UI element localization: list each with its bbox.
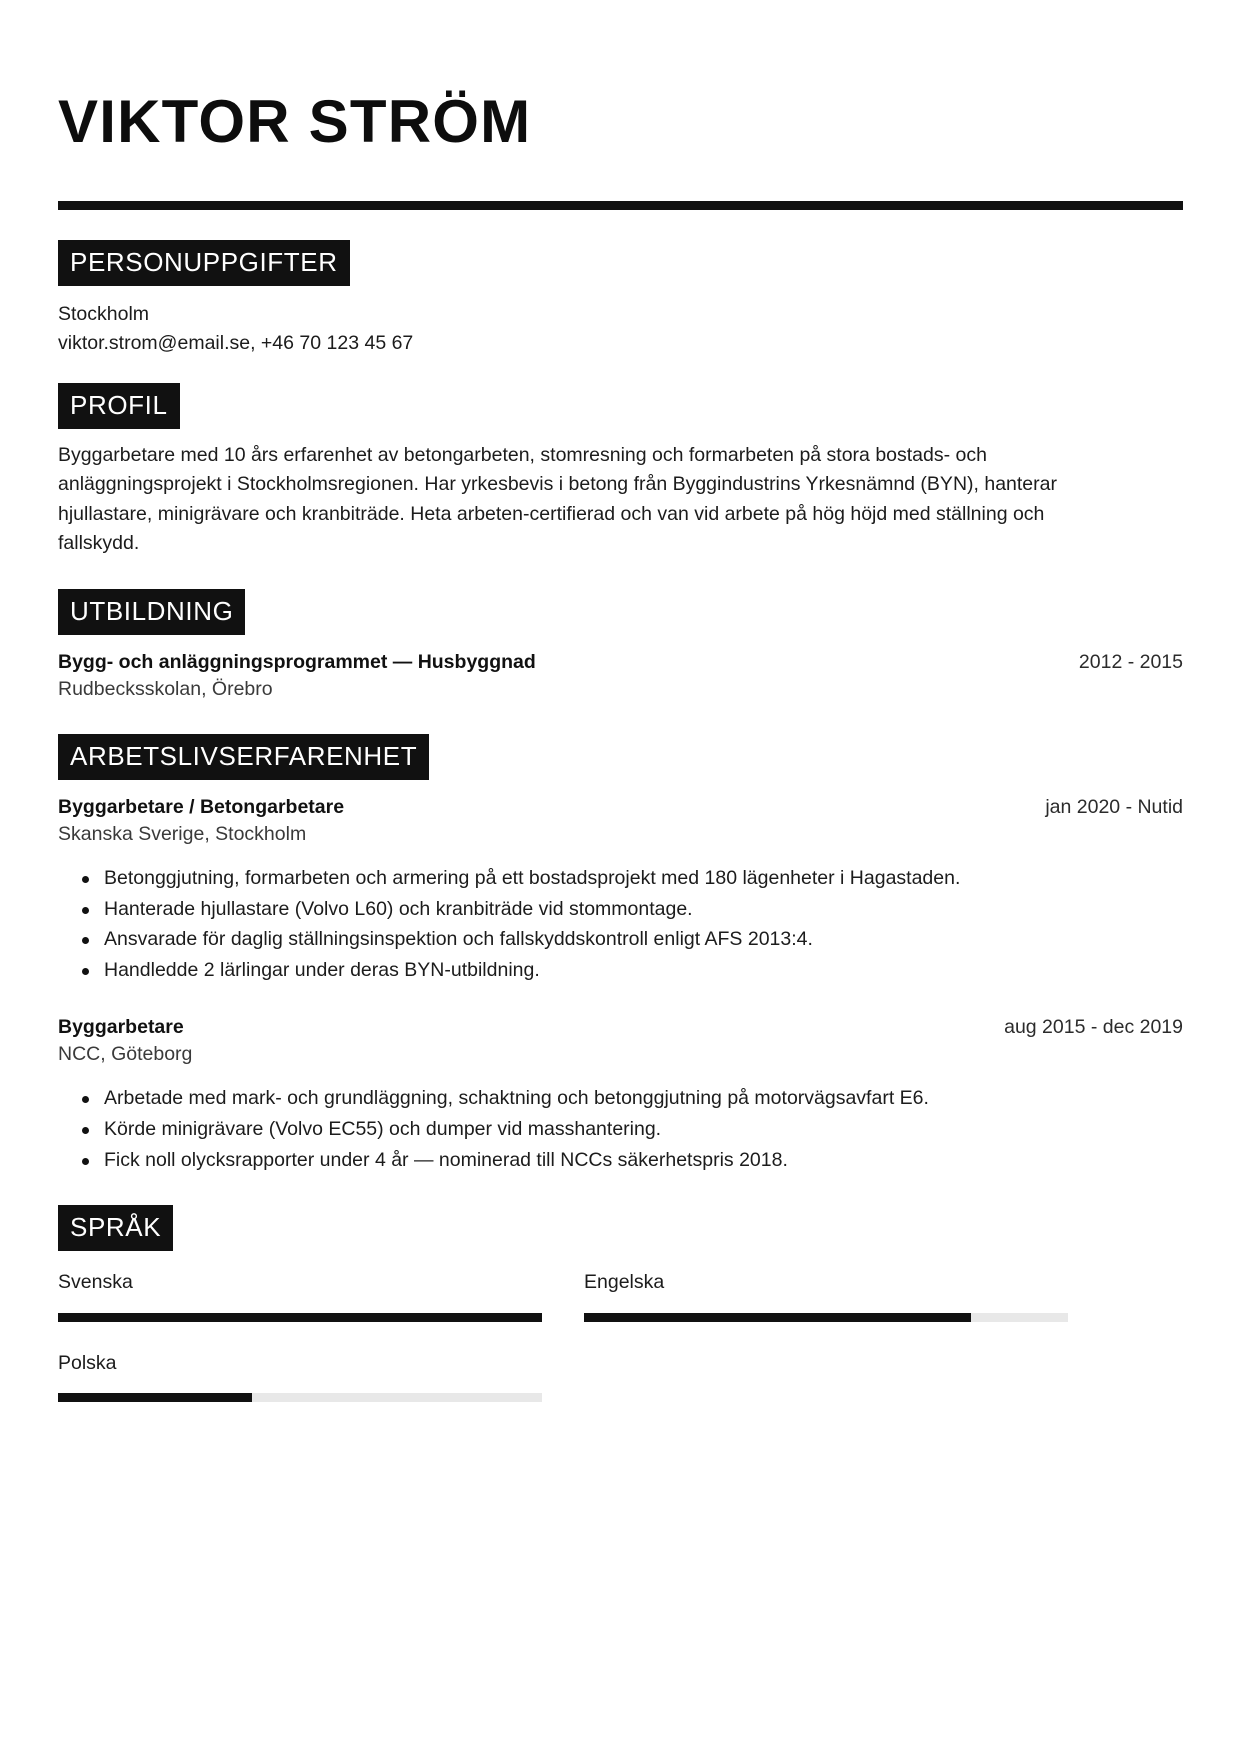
section-experience <box>58 734 1183 1176</box>
experience-entry <box>58 1014 1183 1175</box>
section-profile <box>58 383 1183 560</box>
language-level-fill <box>584 1313 971 1322</box>
contact-block <box>58 300 1183 359</box>
experience-entry-head <box>58 1014 1183 1040</box>
language-name: Svenska <box>58 1271 133 1294</box>
page-title: VIKTOR STRÖM <box>58 88 532 155</box>
education-date: 2012 - 2015 <box>1078 651 1183 673</box>
experience-title: Byggarbetare <box>58 1015 184 1038</box>
section-heading-experience: ARBETSLIVSERFARENHET <box>58 734 429 780</box>
language-level-bar <box>584 1313 1068 1322</box>
section-languages <box>58 1205 1183 1402</box>
section-personal-details <box>58 240 1183 359</box>
section-education <box>58 589 1183 704</box>
experience-date: jan 2020 - Nutid <box>1045 795 1183 818</box>
experience-entry <box>58 794 1183 986</box>
experience-bullets <box>58 864 1183 986</box>
section-heading-education: UTBILDNING <box>58 589 245 635</box>
education-entry-head <box>58 649 1183 675</box>
experience-company: Skanska Sverige, Stockholm <box>58 822 307 845</box>
list-item: Ansvarade för daglig ställningsinspektion och fallskyddskontroll enligt AFS 2013:4. <box>104 925 1183 955</box>
language-name: Polska <box>58 1351 117 1374</box>
education-title: Bygg- och anläggningsprogrammet — Husbyggnad <box>58 651 536 673</box>
language-level-fill <box>58 1393 252 1402</box>
profile-text: Byggarbetare med 10 års erfarenhet av betongarbeten, stomresning och formarbeten på stora bostads- och anläggningsprojekt i Stockholmsregionen. Har yrkesbevis i betong från Byggindustrins Yrkesnämnd (BYN), hanterar hjullastare, minigrävare och kranbiträde. Heta arbeten-certifierad och van vid arbete på hög höjd med ställning och fallskydd. <box>58 443 1057 555</box>
language-grid <box>58 1269 1068 1402</box>
language-name: Engelska <box>584 1271 665 1294</box>
language-level-bar <box>58 1313 542 1322</box>
list-item: Betonggjutning, formarbeten och armering på ett bostadsprojekt med 180 lägenheter i Hagastaden. <box>104 864 1183 894</box>
list-item: Handledde 2 lärlingar under deras BYN-utbildning. <box>104 956 1183 986</box>
language-item-svenska <box>58 1269 542 1321</box>
language-level-fill <box>58 1313 542 1322</box>
experience-entry-head <box>58 794 1183 820</box>
experience-date: aug 2015 - dec 2019 <box>1004 1015 1183 1038</box>
language-item-polska <box>58 1350 542 1402</box>
list-item: Körde minigrävare (Volvo EC55) och dumper vid masshantering. <box>104 1115 1183 1145</box>
contact-email-phone: viktor.strom@email.se, +46 70 123 45 67 <box>58 332 414 355</box>
education-entry <box>58 649 1183 704</box>
section-heading-personal: PERSONUPPGIFTER <box>58 240 350 286</box>
experience-bullets <box>58 1084 1183 1175</box>
section-heading-profile: PROFIL <box>58 383 180 429</box>
header-divider <box>58 201 1183 210</box>
experience-title: Byggarbetare / Betongarbetare <box>58 795 345 818</box>
section-heading-languages: SPRÅK <box>58 1205 173 1251</box>
list-item: Fick noll olycksrapporter under 4 år — nominerad till NCCs säkerhetspris 2018. <box>104 1146 1183 1176</box>
experience-company: NCC, Göteborg <box>58 1043 193 1066</box>
contact-city: Stockholm <box>58 303 150 325</box>
list-item: Hanterade hjullastare (Volvo L60) och kranbiträde vid stommontage. <box>104 895 1183 925</box>
list-item: Arbetade med mark- och grundläggning, schaktning och betonggjutning på motorvägsavfart E6. <box>104 1084 1183 1114</box>
education-school: Rudbecksskolan, Örebro <box>58 678 273 701</box>
language-item-engelska <box>584 1269 1068 1321</box>
language-level-bar <box>58 1393 542 1402</box>
